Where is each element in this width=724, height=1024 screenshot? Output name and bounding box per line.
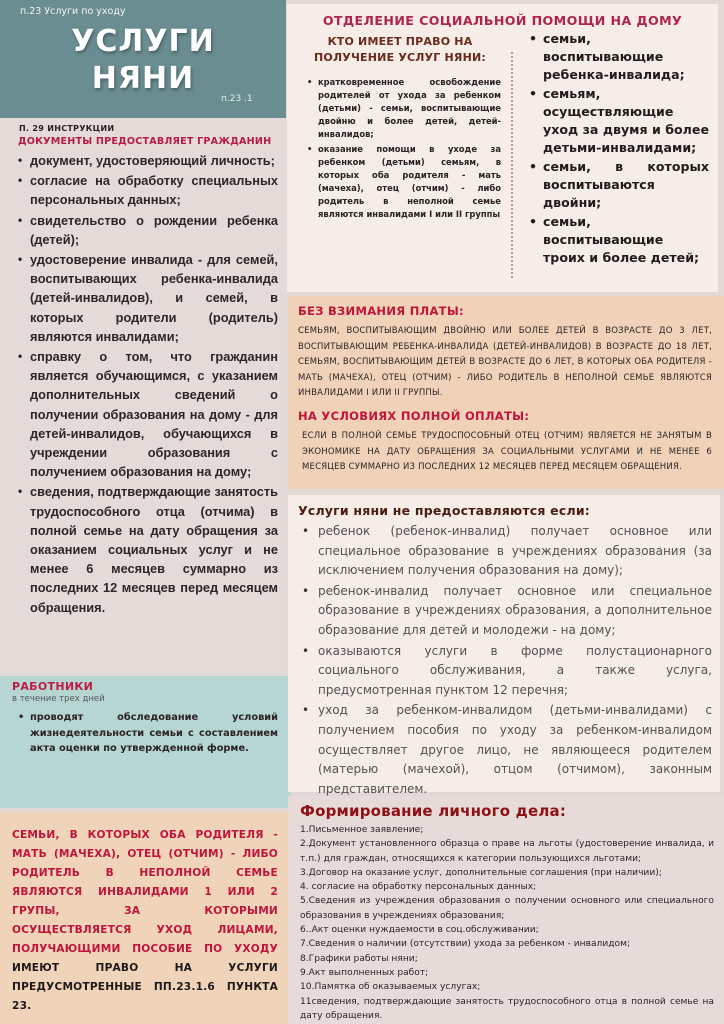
personal-file-section: [288, 796, 724, 1024]
eligible-family-item: • семьи, воспитывающие ребенка-инвалида;: [527, 30, 709, 84]
personal-file-item: 5.Сведения из учреждения образования о получении основного или специального образования в учреждениях образования;: [300, 896, 714, 921]
families-note-condition: СЕМЬИ, В КОТОРЫХ ОБА РОДИТЕЛЯ - МАТЬ (МАЧЕХА), ОТЕЦ (ОТЧИМ) - ЛИБО РОДИТЕЛЬ В НЕПОЛНОЙ СЕМЬЕ ЯВЛЯЮТСЯ ИНВАЛИДАМИ 1 ИЛИ 2 ГРУПЫ, ЗА КОТОРЫМИ ОСУЩЕСТВЛЯЕТСЯ УХОД ЛИЦАМИ, ПОЛУЧАЮЩИМИ ПОСОБИЕ ПО УХОДУ: [12, 829, 278, 955]
section-reference: п.23 Услуги по уходу: [20, 6, 126, 17]
personal-file-item: 9.Акт выполненных работ;: [300, 967, 429, 978]
personal-file-item: 3.Договор на оказание услуг, дополнительные соглашения (при наличии);: [300, 867, 662, 878]
service-types-list: [307, 76, 501, 223]
eligible-family-item: • семьям, осуществляющие уход за двумя и более детьми-инвалидами;: [527, 85, 709, 157]
families-note-right: ИМЕЮТ ПРАВО НА УСЛУГИ ПРЕДУСМОТРЕННЫЕ ПП.23.1.6 ПУНКТА 23.: [12, 962, 278, 1012]
title-banner: [0, 0, 286, 118]
department-section: [287, 4, 718, 292]
personal-file-item: 1.Письменное заявление;: [300, 825, 424, 835]
personal-file-item: 11сведения, подтверждающие занятость трудоспособного отца в полной семье на дату обращения.: [300, 996, 714, 1021]
workers-list: [12, 710, 282, 757]
not-provided-item: • ребенок (ребенок-инвалид) получает основное или специальное образование в учреждениях образования (за исключением получения образования на дому);: [298, 522, 712, 581]
service-type-item: • кратковременное освобождение родителей от ухода за ребенком (детьми) - семьи, воспитывающие двойню и более детей, детей-инвалидов;: [307, 76, 501, 141]
document-item: • свидетельство о рождении ребенка (детей);: [18, 211, 278, 249]
document-item: • сведения, подтверждающие занятость трудоспособного отца (отчима) в полной семье на дату обращения за оказанием социальных услуг и не менее 6 месяцев суммарно из последних 12 месяцев перед месяцем обращения.: [18, 482, 278, 616]
full-payment-text: ЕСЛИ В ПОЛНОЙ СЕМЬЕ ТРУДОСПОСОБНЫЙ ОТЕЦ (ОТЧИМ) ЯВЛЯЕТСЯ НЕ ЗАНЯТЫМ В ЭКОНОМИКЕ НА ДАТУ ОБРАЩЕНИЯ ЗА СОЦИАЛЬНЫМИ УСЛУГАМИ И НЕ МЕНЕЕ 6 МЕСЯЦЕВ СУММАРНО ИЗ ПОСЛЕДНИХ 12 МЕСЯЦЕВ ПЕРЕД МЕСЯЦЕМ ОБРАЩЕНИЯ.: [302, 430, 712, 473]
eligible-family-item: • семьи, в которых воспитываются двойни;: [527, 158, 709, 212]
free-of-charge-text: СЕМЬЯМ, ВОСПИТЫВАЮЩИМ ДВОЙНЮ ИЛИ БОЛЕЕ ДЕТЕЙ В ВОЗРАСТЕ ДО 3 ЛЕТ, ВОСПИТЫВАЮЩИМ РЕБЕНКА-ИНВАЛИДА (ДЕТЕЙ-ИНВАЛИДОВ) В ВОЗРАСТЕ ДО 18 ЛЕТ, СЕМЬЯМ, ВОСПИТЫВАЮЩИМ ДЕТЕЙ В ВОЗРАСТЕ ДО 6 ЛЕТ, В КОТОРЫХ ОБА РОДИТЕЛЯ - МАТЬ (МАЧЕХА), ОТЕЦ (ОТЧИМ) - ЛИБО РОДИТЕЛЬ В НЕПОЛНОЙ СЕМЬЕ ЯВЛЯЮТСЯ ИНВАЛИДАМИ I ИЛИ II ГРУППЫ.: [298, 326, 712, 399]
eligibility-heading: КТО ИМЕЕТ ПРАВО НА ПОЛУЧЕНИЕ УСЛУГ НЯНИ:: [313, 35, 487, 64]
document-item: • справку о том, что гражданин является обучающимся, с указанием дополнительных сведений о получении образования на дому - для детей-инвалидов, обучающихся в учреждении образования с получением образования на дому;: [18, 347, 278, 481]
workers-item: • проводят обследование условий жизнедеятельности семьи с составлением акта оценки по утвержденной форме.: [12, 710, 282, 757]
page-title-line2: НЯНИ: [91, 61, 195, 96]
document-item: • согласие на обработку специальных персональных данных;: [18, 171, 278, 209]
full-payment-heading: НА УСЛОВИЯХ ПОЛНОЙ ОПЛАТЫ:: [298, 408, 530, 423]
not-provided-list: [298, 522, 712, 799]
workers-section: [0, 676, 290, 808]
documents-section: [0, 118, 286, 674]
personal-file-item: 8.Графики работы няни;: [300, 953, 418, 964]
personal-file-item: 10.Памятка об оказываемых услугах;: [300, 982, 481, 993]
documents-heading: ДОКУМЕНТЫ ПРЕДОСТАВЛЯЕТ ГРАЖДАНИН: [18, 136, 272, 147]
not-provided-heading: Услуги няни не предоставляются если:: [298, 503, 590, 518]
personal-file-item: 4. согласие на обработку персональных данных;: [300, 882, 537, 893]
eligible-families-list: [527, 30, 709, 268]
document-item: • документ, удостоверяющий личность;: [18, 151, 278, 170]
service-type-item: • оказание помощи в уходе за ребенком (детьми) семьям, в которых оба родителя - мать (мачеха), отец (отчим) - либо родитель в неполной семье являются инвалидами I или II группы: [307, 143, 501, 221]
families-note: [0, 812, 288, 1024]
personal-file-item: 2.Документ установленного образца о праве на льготы (удостоверение инвалида, и т.п.) для граждан, относящихся к категории пользующихся льготами;: [300, 839, 714, 864]
department-title: ОТДЕЛЕНИЕ СОЦИАЛЬНОЙ ПОМОЩИ НА ДОМУ: [322, 13, 683, 28]
personal-file-list: [300, 823, 714, 1023]
payment-section: [288, 296, 724, 489]
subsection-reference: п.23 .1: [221, 94, 253, 104]
document-item: • удостоверение инвалида - для семей, воспитывающих ребенка-инвалида (детей-инвалидов), и семей, в которых родители (родитель) являются инвалидами;: [18, 250, 278, 346]
workers-heading: РАБОТНИКИ: [12, 680, 94, 693]
not-provided-item: • уход за ребенком-инвалидом (детьми-инвалидами) с получением пособия по уходу за ребенком-инвалидом осуществляет другое лицо, не являющееся родителем (матерью (мачехой), отцом (отчимом), законным представителем.: [298, 701, 712, 799]
personal-file-heading: Формирование личного дела:: [300, 802, 567, 820]
free-of-charge-heading: БЕЗ ВЗИМАНИЯ ПЛАТЫ:: [298, 304, 464, 318]
eligible-family-item: • семьи, воспитывающие троих и более детей;: [527, 213, 709, 267]
page-title-line1: УСЛУГИ: [71, 24, 215, 59]
dotted-divider: [511, 52, 513, 278]
documents-list: [18, 151, 278, 617]
workers-timeframe: в течение трех дней: [12, 694, 105, 704]
not-provided-item: • ребенок-инвалид получает основное или специальное образование в учреждениях образования, а дополнительное образование для детей и молодежи - на дому;: [298, 582, 712, 641]
personal-file-item: 7.Сведения о наличии (отсутствии) ухода за ребенком - инвалидом;: [300, 939, 631, 950]
not-provided-item: • оказываются услуги в форме полустационарного социального обслуживания, а также услуга, предусмотренная пунктом 12 перечня;: [298, 642, 712, 701]
not-provided-section: [288, 495, 720, 796]
instruction-reference: П. 29 ИНСТРУКЦИИ: [19, 124, 115, 133]
personal-file-item: 6..Акт оценки нуждаемости в соц.обслуживании;: [300, 925, 539, 936]
